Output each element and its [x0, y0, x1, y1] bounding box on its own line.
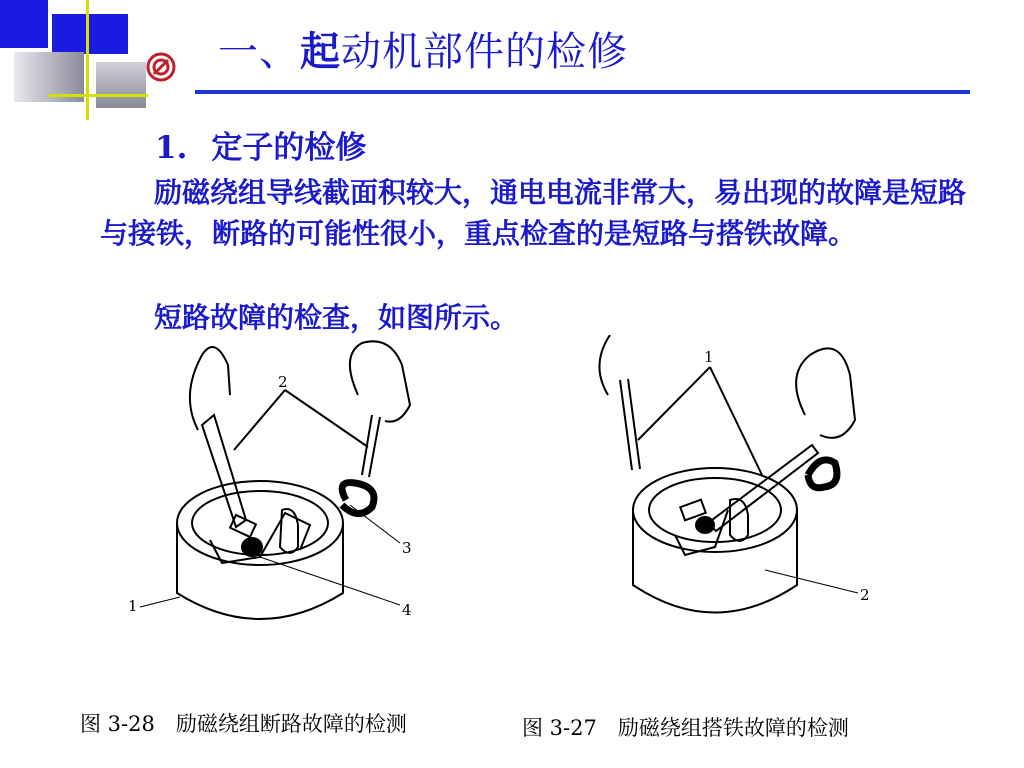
figure-caption: 图 3-27 励磁绕组搭铁故障的检测	[522, 716, 849, 740]
figure-label: 4	[402, 601, 412, 619]
figure-label: 2	[278, 373, 288, 391]
title-underline	[195, 90, 970, 94]
figure-label: 1	[128, 597, 138, 615]
body-paragraph: 励磁绕组导线截面积较大，通电电流非常大，易出现的故障是短路与接铁，断路的可能性很小，重点检查的是短路与搭铁故障。	[100, 176, 967, 250]
figure-ground-fault-test	[580, 335, 910, 635]
figure-caption: 图 3-28 励磁绕组断路故障的检测	[80, 712, 407, 736]
figure-open-circuit-test	[110, 335, 450, 635]
figure-label: 1	[704, 348, 714, 366]
figure-label: 3	[402, 539, 412, 557]
figure-label: 2	[860, 586, 870, 604]
slide-logo-icon	[146, 52, 176, 82]
body-paragraph-figure-ref: 短路故障的检查，如图所示。	[154, 301, 519, 334]
page-title: 一、起动机部件的检修	[218, 29, 628, 75]
section-number: 1.	[155, 130, 188, 166]
section-heading	[155, 122, 366, 167]
section-title: 定子的检修	[211, 130, 367, 166]
